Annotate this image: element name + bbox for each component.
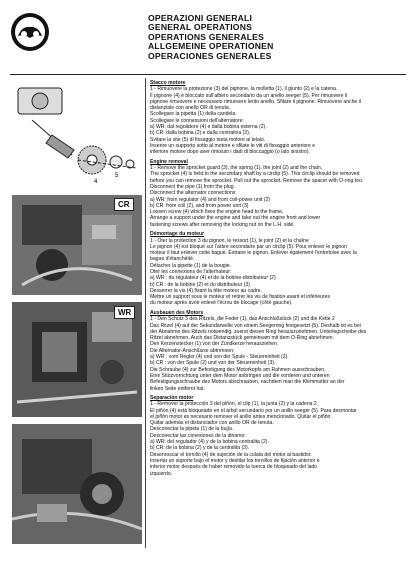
section-line: 1 - Remove the sprocket guard (3), the spring (1), the joint (2) and the chain. bbox=[150, 165, 323, 172]
section-line: Desserrer la vis (4) fixant la tête moteur au cadre. bbox=[150, 287, 262, 294]
section-title: Ausbauen des Motors bbox=[150, 309, 204, 316]
section-line: a) WR : vom Regler (4) und von der Spule - Steuereinheit (2). bbox=[150, 354, 289, 361]
section-line: linken Seite entfernt hat. bbox=[150, 385, 205, 392]
section-line: Desenroscar el tornillo (4) de sujeción de la culata del motor al bastidor. bbox=[150, 451, 312, 458]
section-line: Den Kerzenstecker (1) von der Zündkerze herausziehen. bbox=[150, 341, 279, 348]
section-line: el piñón motor es necesario remover el anillo antes mencionado. Quitar el piñón. bbox=[150, 413, 332, 420]
section-line: 1 - Remover la protección 3 del piñón, el clip (1), la junta (2) y la cadena 2 bbox=[150, 401, 317, 408]
section-line: inferiore motore dopo aver rimosso i dadi di bloccaggio (o lato sinistro). bbox=[150, 149, 310, 156]
section-line: der Abnahme des Ritzels notwendig, zuerst diesen Ring herauszunehmen. Unterlegscheibe des bbox=[150, 328, 367, 335]
section-line: bague d'étanchéité. bbox=[150, 256, 195, 263]
section-line: Desconectar las conexiones de la dinamo: bbox=[150, 432, 246, 439]
section-line: Die Alternator-Anschlüsse abtrennen: bbox=[150, 347, 235, 354]
section-line: Scollegare la pipetta (1) della candela. bbox=[150, 111, 237, 118]
section-line: Das Ritzel (4) auf der Sekundärwelle von einem Seegerring festgesetzt (5). Deshalb ist es bei bbox=[150, 322, 361, 329]
section-line: b) CR : von der Spule (2) und von der Steuereinheit (3). bbox=[150, 360, 276, 367]
column-divider bbox=[145, 78, 146, 548]
section-0 bbox=[150, 80, 400, 156]
section-line: moteur il faut enlever cette bague. Extraire le pignon. Enlever également l'entretoise avec la bbox=[150, 250, 357, 257]
section-line: 1 - Rimuovere la protezione (3) del pignone, la molletta (1), il giunto (2) e la catena. bbox=[150, 86, 338, 93]
section-line: Befestigungsschraube des Motors abschrauben, nachdem man die Klemmutter an der bbox=[150, 379, 345, 386]
section-title: Separación motor bbox=[150, 395, 194, 401]
section-line: izquierdo. bbox=[150, 470, 173, 477]
engine-photo-wr bbox=[12, 302, 142, 417]
section-line: Die Schraube (4) zur Befestigung des Motorkopfs am Rahmen ausschrauben. bbox=[150, 366, 326, 373]
section-line: 1 - Den Schutz 3 des Ritzels, die Feder (1), das Anschlußstück (2) und die Kette 2 bbox=[150, 316, 335, 323]
section-line: b) CR: de la bobina (2) y de la centralita (3). bbox=[150, 445, 250, 452]
brand-logo-icon bbox=[10, 12, 50, 52]
section-line: Insertar un soporte bajo el motor y destilar los tornillos de fijación anterior e bbox=[150, 457, 320, 464]
section-line: The sprocket (4) is held to the secondary shaft by a circlip (5). This circlip should be removed bbox=[150, 171, 360, 178]
instructions-text bbox=[150, 80, 400, 480]
section-line: Desconectar la pipeta (1) de la bujía. bbox=[150, 426, 234, 433]
svg-text:4: 4 bbox=[94, 179, 98, 185]
title-fr: OPERATIONS GENERALES bbox=[148, 31, 265, 42]
section-line: El piñón (4) está bloqueado en el árbol secundario por un anillo seeger (5). Para desmontar bbox=[150, 407, 357, 414]
section-line: Ritzel abnehmen. Auch das Distanzstück gemeinsam mit dem O-Ring abnehmen. bbox=[150, 335, 335, 342]
section-line: Scollegare le connessioni dell'alternatore: bbox=[150, 117, 244, 124]
section-line: Eine Stützvorrichtung unter dem Motor anbringen und die vorderen und unteren bbox=[150, 372, 330, 379]
title-es: OPERACIONES GENERALES bbox=[148, 50, 272, 61]
section-line: du moteur après avoir enlevé l'écrou de blocage (côté gauche). bbox=[150, 300, 293, 307]
svg-text:5: 5 bbox=[115, 173, 119, 179]
section-title: Stacco motore bbox=[150, 80, 186, 86]
section-line: distanziale con anello OR di tenuta. bbox=[150, 105, 231, 112]
section-line: a) WR: dal regolatore (4) e dalla bobina esterna (2). bbox=[150, 124, 267, 131]
section-line: Disconnect the pipe (1) from the plug. bbox=[150, 183, 235, 190]
title-it: OPERAZIONI GENERALI bbox=[148, 13, 253, 23]
section-line: pignone rimuovere e necessario rimuovere lento anello. Sfilare il pignone. Rimuovere anche il bbox=[150, 98, 361, 105]
header-rule bbox=[10, 74, 406, 75]
title-de: ALLGEMEINE OPERATIONEN bbox=[148, 41, 274, 52]
section-line: Mettre un support sous le moteur et retirer les vis de fixation avant et inférieures bbox=[150, 294, 331, 301]
section-line: a) WR : du régulateur (4) et de la bobine-distributeur (2) bbox=[150, 275, 276, 282]
section-line: Le pignon (4) est bloqué sur l'arbre secondaire par un circlip (5). Pour enlever le pignon bbox=[150, 243, 347, 250]
section-line: b) CR: from coil (2), and from power unit (3) bbox=[150, 202, 249, 209]
section-title: Démontage du moteur bbox=[150, 231, 205, 238]
section-line: b) CR: dalla bobina (2) e dalla centralina (3). bbox=[150, 130, 251, 137]
section-line: b) CR : de la bobine (2) et du distributeur (3) bbox=[150, 281, 250, 288]
section-4 bbox=[150, 395, 400, 477]
section-line: Disconnect the alternator connections: bbox=[150, 190, 237, 197]
section-2 bbox=[150, 231, 400, 307]
engine-photo-lower bbox=[12, 424, 142, 544]
section-line: Inserire un supporto sotto al motore e sfilate le viti di fissaggio anteriore e bbox=[150, 142, 316, 149]
section-line: a) WR: from regulator (4) and from coil-power unit (2) bbox=[150, 196, 271, 203]
section-line: inferior motor después de haber removido la tuerca de bloqueado del lado bbox=[150, 464, 318, 471]
section-line: a) WR: del regulador (4) y de la bobina centralita (2). bbox=[150, 439, 269, 446]
wr-tag: WR bbox=[114, 306, 135, 319]
sprocket-exploded-figure bbox=[12, 80, 142, 190]
section-line: before you can remove the sprocket. Pull out the sprocket. Remove the spacer with O-ring too. bbox=[150, 177, 364, 184]
cr-tag: CR bbox=[114, 198, 134, 211]
section-line: Arrange a support under the engine and take out the engine front and lower bbox=[150, 215, 321, 222]
section-title: Engine removal bbox=[150, 158, 188, 165]
section-line: fastening screws after removing the locking nut on the L.H. side. bbox=[150, 221, 295, 228]
section-line: Svitare la vite (5) di fissaggio testa motore al telaio. bbox=[150, 136, 266, 143]
figures-column bbox=[12, 80, 142, 546]
section-line: Détacher la pipette (1) de la bougie. bbox=[150, 262, 231, 269]
section-line: Loosen screw (4) which fixes the engine head to the frame. bbox=[150, 209, 284, 216]
section-3 bbox=[150, 310, 400, 392]
section-1 bbox=[150, 159, 400, 228]
section-line: Il pignone (4) è bloccato sull'albero secondario da un anello seeger (5). Per rimuovere il bbox=[150, 92, 348, 99]
section-line: 1 - Oter la protection 3 du pignon, le ressort (1), le joint (2) et la chaîne bbox=[150, 237, 309, 244]
section-line: Quitar además el distanciador con anillo OR de tenuta. bbox=[150, 420, 274, 427]
title-block bbox=[148, 14, 328, 61]
title-en: GENERAL OPERATIONS bbox=[148, 22, 253, 33]
section-line: Oter les connexions de l'alternateur: bbox=[150, 268, 232, 275]
